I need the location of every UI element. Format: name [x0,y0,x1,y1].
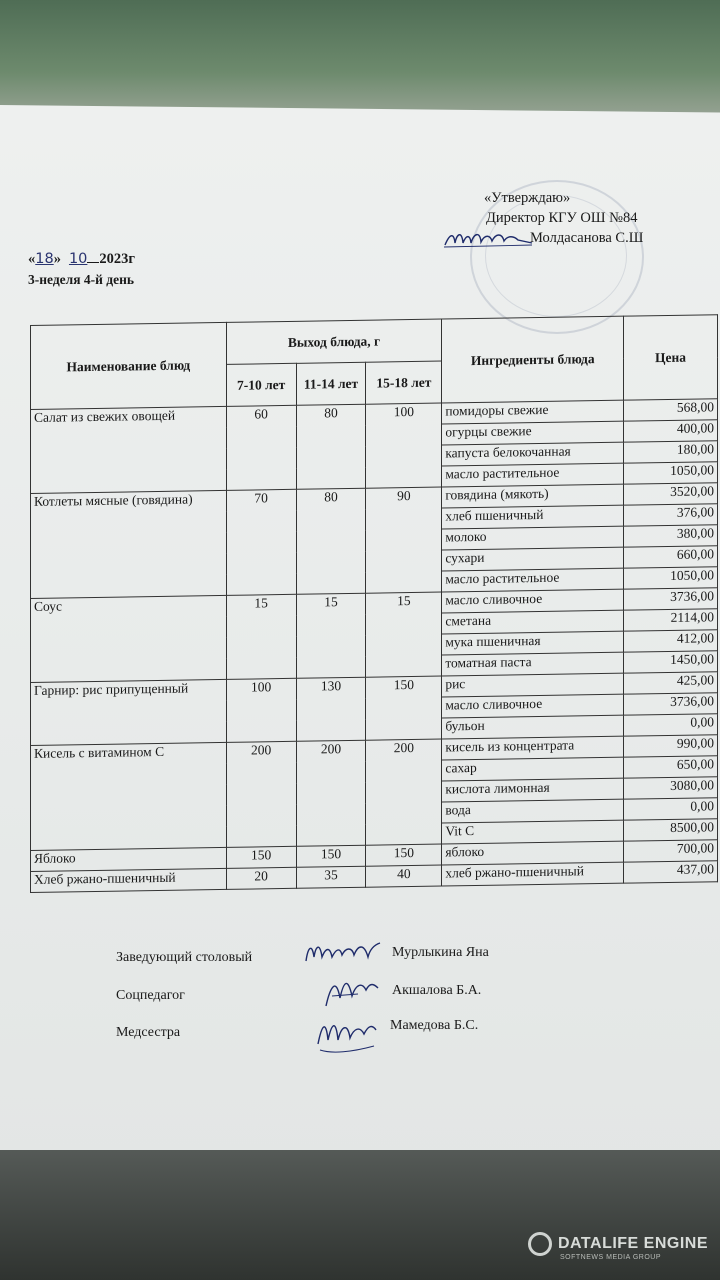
output-7-10: 200 [226,741,296,847]
watermark [528,1232,709,1261]
header-ingredients: Ингредиенты блюда [442,316,624,403]
approval-line-3: Молдасанова С.Ш [530,230,644,246]
ingredient-price: 400,00 [624,420,718,442]
ingredient-name: масло растительное [442,463,624,487]
ingredient-name: рис [442,673,624,697]
ingredient-name: мука пшеничная [442,631,624,655]
week-day: 3-неделя 4-й день [28,272,135,287]
ingredient-price: 650,00 [624,756,718,778]
ingredient-price: 425,00 [624,672,718,694]
output-11-14: 80 [296,488,366,594]
header-age-7-10: 7-10 лет [226,363,296,406]
dish-name: Салат из свежих овощей [31,406,227,493]
ingredient-name: бульон [442,715,624,739]
output-7-10: 60 [226,405,296,490]
dish-name: Соус [31,595,227,682]
signature-role-2: Соцпедагог [116,988,185,1003]
ingredient-name: молоко [442,526,624,550]
ingredient-name: кисель из концентрата [442,736,624,760]
ingredient-name: сухари [442,547,624,571]
date-close-quote: » [53,251,61,267]
dish-name: Гарнир: рис припущенный [31,679,227,745]
ingredient-price: 180,00 [624,441,718,463]
ingredient-price: 1050,00 [624,462,718,484]
ingredient-price: 3736,00 [624,693,718,715]
output-15-18: 100 [366,403,442,488]
menu-table [30,314,718,893]
ingredient-name: капуста белокочанная [442,442,624,466]
date-line [28,251,135,268]
output-7-10: 100 [226,678,296,742]
output-11-14: 80 [296,404,366,489]
signature-3 [312,1010,382,1058]
approval-line-1: «Утверждаю» [484,190,571,206]
header-age-11-14: 11-14 лет [296,362,366,405]
date-day: 18 [35,251,54,267]
watermark-subtitle: SOFTNEWS MEDIA GROUP [560,1254,662,1261]
dish-name: Хлеб ржано-пшеничный [31,868,227,892]
signature-name-2: Акшалова Б.А. [392,983,482,998]
ingredient-price: 376,00 [624,504,718,526]
ingredient-price: 1450,00 [624,651,718,673]
ingredient-price: 437,00 [624,861,718,883]
signature-role-1: Заведующий столовый [116,950,253,965]
ingredient-name: помидоры свежие [442,400,624,424]
signature-name-3: Мамедова Б.С. [390,1018,479,1033]
output-7-10: 70 [226,489,296,595]
output-15-18: 150 [366,844,442,866]
date-open-quote: « [28,251,36,267]
background-top [0,0,720,120]
output-7-10: 20 [226,867,296,889]
ingredient-name: кислота лимонная [442,778,624,802]
output-15-18: 15 [366,592,442,677]
output-15-18: 200 [366,739,442,845]
ingredient-price: 3736,00 [624,588,718,610]
ingredient-price: 8500,00 [624,819,718,841]
ingredient-price: 700,00 [624,840,718,862]
ingredient-price: 568,00 [624,399,718,421]
ingredient-name: сахар [442,757,624,781]
ingredient-price: 1050,00 [624,567,718,589]
ingredient-price: 412,00 [624,630,718,652]
ingredient-price: 3080,00 [624,777,718,799]
ingredient-name: огурцы свежие [442,421,624,445]
output-11-14: 15 [296,593,366,678]
watermark-title: DATALIFE ENGINE [558,1235,709,1252]
date-year: 2023г [99,251,135,267]
ingredient-name: томатная паста [442,652,624,676]
dish-name: Яблоко [31,847,227,871]
ingredient-name: Vit C [442,820,624,844]
ingredient-name: яблоко [442,841,624,865]
approval-line-2: Директор КГУ ОШ №84 [486,210,638,226]
output-11-14: 150 [296,845,366,867]
ingredient-name: масло растительное [442,568,624,592]
ingredient-price: 0,00 [624,714,718,736]
output-15-18: 40 [366,865,442,887]
ingredient-name: хлеб пшеничный [442,505,624,529]
signature-name-1: Мурлыкина Яна [392,945,489,960]
ingredient-price: 660,00 [624,546,718,568]
output-7-10: 150 [226,846,296,868]
header-age-15-18: 15-18 лет [366,361,442,404]
ingredient-price: 3520,00 [624,483,718,505]
ingredient-name: масло сливочное [442,694,624,718]
header-dish-name: Наименование блюд [31,322,227,409]
header-output: Выход блюда, г [226,319,442,364]
output-7-10: 15 [226,594,296,679]
ingredient-name: хлеб ржано-пшеничный [442,862,624,886]
menu-table-body [31,399,718,893]
ingredient-price: 2114,00 [624,609,718,631]
output-11-14: 200 [296,740,366,846]
ingredient-price: 0,00 [624,798,718,820]
output-11-14: 35 [296,866,366,888]
signature-role-3: Медсестра [116,1025,181,1040]
signature-2 [318,968,383,1013]
output-15-18: 150 [366,676,442,740]
ingredient-price: 380,00 [624,525,718,547]
header-price: Цена [624,315,718,400]
ingredient-name: говядина (мякоть) [442,484,624,508]
ingredient-price: 990,00 [624,735,718,757]
director-signature [440,225,535,253]
output-11-14: 130 [296,677,366,741]
ingredient-name: сметана [442,610,624,634]
dish-name: Кисель с витамином С [31,742,227,850]
ingredient-name: вода [442,799,624,823]
ingredient-name: масло сливочное [442,589,624,613]
datalife-logo-icon [528,1232,552,1256]
date-month: 10 [68,251,88,267]
output-15-18: 90 [366,487,442,593]
signature-1 [300,935,385,970]
dish-name: Котлеты мясные (говядина) [31,490,227,598]
